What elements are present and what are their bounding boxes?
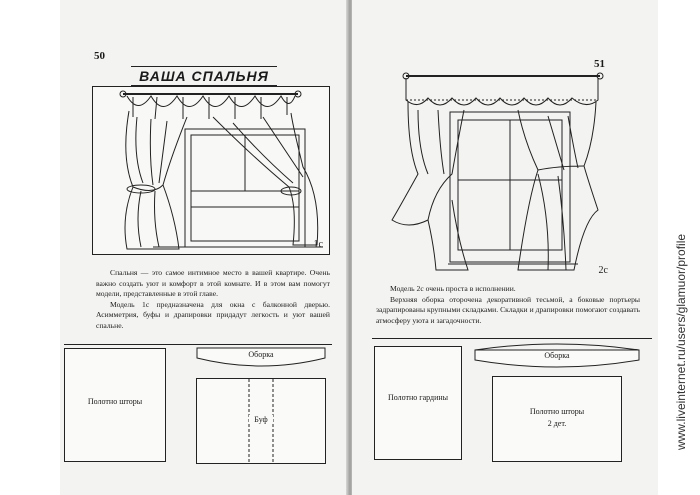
- figure-label: 2с: [598, 265, 608, 276]
- figure-label: 1с: [313, 239, 323, 250]
- pattern-label: 2 дет.: [547, 419, 567, 428]
- chapter-title: ВАША СПАЛЬНЯ: [60, 66, 348, 86]
- paragraph: Верхняя оборка оторочена декоративной тесьмой, а боковые портьеры задрапированы крупными складками. Складки и драпировки помогают создавать атмосферу уюта и загадочности.: [376, 294, 640, 325]
- paragraph: Спальня — это самое интимное место в вашей квартире. Очень важно создать уют и комфорт в этой комнате. И в этом вам помогут модели, представленные в этой главе.: [96, 268, 330, 299]
- pattern-piece: [492, 376, 622, 462]
- right-page: [352, 0, 658, 495]
- puff-piece: [196, 378, 326, 464]
- paragraph: Модель 1с предназначена для окна с балконной дверью. Асимметрия, буфы и драпировки придадут легкость и уют вашей спальне.: [96, 299, 330, 330]
- page-number: 50: [94, 50, 105, 62]
- pattern-label: Полотно шторы: [87, 397, 143, 406]
- pattern-label: Буф: [249, 415, 273, 424]
- curtain-illustration-1c: [92, 86, 330, 255]
- pattern-label: Оборка: [544, 351, 570, 360]
- left-body-text: [96, 268, 330, 332]
- curtain-drawing: [93, 87, 329, 254]
- right-body-text: [376, 284, 640, 326]
- curtain-drawing: [388, 70, 608, 278]
- pattern-label: Полотно гардины: [387, 393, 449, 402]
- pattern-label: Полотно шторы: [529, 407, 585, 416]
- divider-line: [372, 338, 652, 339]
- page-number: 51: [594, 58, 605, 70]
- paragraph: Модель 2с очень проста в исполнении.: [390, 284, 516, 293]
- watermark: www.liveinternet.ru/users/glamuor/profile: [674, 233, 688, 451]
- curtain-illustration-2c: [388, 70, 608, 278]
- pattern-piece: [64, 348, 166, 462]
- pattern-label: Оборка: [248, 350, 274, 359]
- left-page: [60, 0, 348, 495]
- pattern-piece: [374, 346, 462, 460]
